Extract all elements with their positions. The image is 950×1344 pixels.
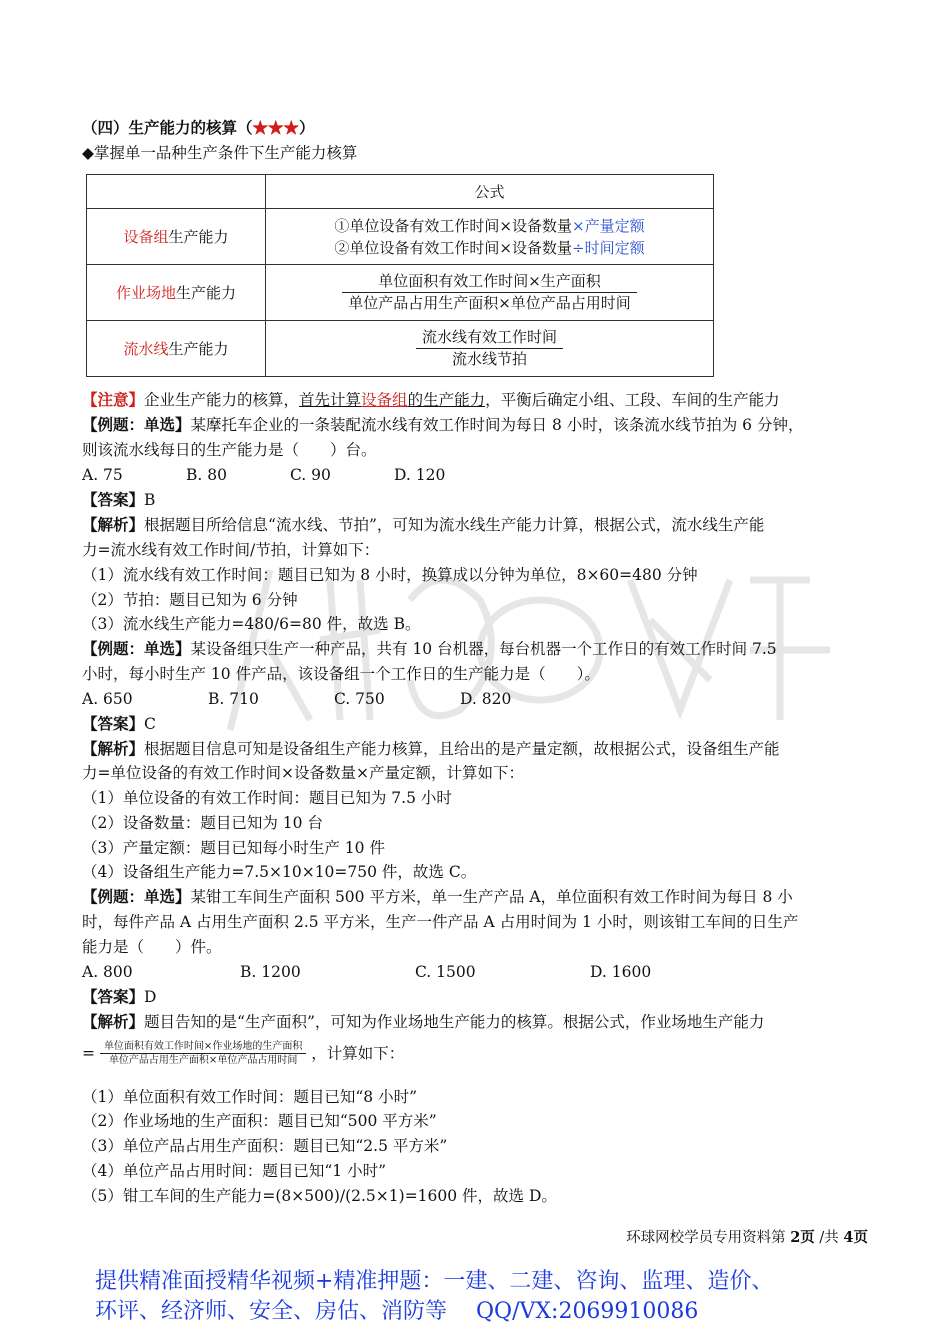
question-3-analysis: 【解析】题目告知的是“生产面积”，可知为作业场地生产能力的核算。根据公式，作业场地生产能力 [82,1012,765,1031]
question-2-line2: 小时，每小时生产 10 件产品，该设备组一个工作日的生产能力是（ ）。 [82,665,600,683]
table-row: 流水线生产能力 $\frac{\text{流水线有效工作时间}}{\text{流水线节拍}}$ [87,321,714,377]
analysis-step: （1）单位设备的有效工作时间：题目已知为 7.5 小时 [82,789,452,807]
analysis-step: （3）流水线生产能力=480/6=80 件，故选 B。 [82,615,421,633]
promo-line-2: 环评、经济师、安全、房估、消防等 QQ/VX:2069910086 [95,1299,699,1324]
analysis-step: （2）作业场地的生产面积：题目已知“500 平方米” [82,1112,437,1130]
note-line: 【注意】企业生产能力的核算，首先计算设备组的生产能力，平衡后确定小组、工段、车间的生产能力 [82,390,780,409]
fraction: $\frac{\text{流水线有效工作时间}}{\text{流水线节拍}}$ [416,328,563,369]
question-2-analysis: 【解析】根据题目信息可知是设备组生产能力核算，且给出的是产量定额，故根据公式，设备组生产能 [82,739,780,758]
analysis-step: （2）设备数量：题目已知为 10 台 [82,814,323,832]
question-1: 【例题：单选】某摩托车企业的一条装配流水线有效工作时间为每日 8 小时，该条流水线节拍为 6 分钟， [82,415,804,434]
question-2: 【例题：单选】某设备组只生产一种产品，共有 10 台机器，每台机器一个工作日的有效工作时间 7.5 [82,639,777,658]
analysis-step: （4）单位产品占用时间：题目已知“1 小时” [82,1162,386,1180]
question-3-options: A. 800 B. 1200 C. 1500 D. 1600 [82,963,652,981]
analysis-line: 力=单位设备的有效工作时间×设备数量×产量定额，计算如下： [82,764,524,782]
analysis-step: （3）单位产品占用生产面积：题目已知“2.5 平方米” [82,1137,448,1155]
analysis-step: （1）流水线有效工作时间：题目已知为 8 小时，换算成以分钟为单位，8×60=480 分钟 [82,566,698,584]
table-header-empty [87,175,266,209]
analysis-formula-line: = $\frac{\text{单位面积有效工作时间×作业场地的生产面积}}{\text{单位产品占用生产面积×单位产品占用时间}}$ ，计算如下： [82,1041,405,1066]
question-1-line2: 则该流水线每日的生产能力是（ ）台。 [82,441,377,459]
question-3-line2: 时，每件产品 A 占用生产面积 2.5 平方米，生产一件产品 A 占用时间为 1 小时，则该钳工车间的日生产 [82,913,799,931]
section-title: （四）生产能力的核算（★★★） [82,118,315,137]
question-1-answer: 【答案】B [82,490,156,509]
analysis-step: （2）节拍：题目已知为 6 分钟 [82,591,298,609]
table-header-formula: 公式 [266,175,714,209]
promo-line-1: 提供精准面授精华视频+精准押题：一建、二建、咨询、监理、造价、 [95,1269,774,1294]
analysis-step: （3）产量定额：题目已知每小时生产 10 件 [82,839,385,857]
question-2-options: A. 650 B. 710 C. 750 D. 820 [82,690,512,708]
section-bullet: ◆掌握单一品种生产条件下生产能力核算 [82,144,358,162]
table-row: 设备组生产能力 ①单位设备有效工作时间×设备数量×产量定额 ②单位设备有效工作时间×设备数量÷时间定额 [87,209,714,265]
question-2-answer: 【答案】C [82,714,156,733]
star-rating: ★★★ [252,118,300,137]
analysis-step: （1）单位面积有效工作时间：题目已知“8 小时” [82,1088,417,1106]
fraction: $\frac{\text{单位面积有效工作时间×作业场地的生产面积}}{\text{单位产品占用生产面积×单位产品占用时间}}$ [100,1040,306,1067]
page-footer: 环球网校学员专用资料第 2页 /共 4页 [626,1229,868,1246]
question-3-line3: 能力是（ ）件。 [82,938,222,956]
question-3: 【例题：单选】某钳工车间生产面积 500 平方米，单一生产产品 A，单位面积有效工作时间为每日 8 小 [82,887,793,906]
question-1-analysis: 【解析】根据题目所给信息“流水线、节拍”，可知为流水线生产能力计算，根据公式，流水线生产能 [82,515,765,534]
analysis-step: （5）钳工车间的生产能力=(8×500)/(2.5×1)=1600 件，故选 D。 [82,1187,557,1205]
question-1-options: A. 75 B. 80 C. 90 D. 120 [82,466,446,484]
formula-table [86,174,714,377]
analysis-step: （4）设备组生产能力=7.5×10×10=750 件，故选 C。 [82,863,477,881]
question-3-answer: 【答案】D [82,987,157,1006]
analysis-line: 力=流水线有效工作时间/节拍，计算如下： [82,541,380,559]
fraction: $\frac{\text{单位面积有效工作时间×生产面积}}{\text{单位产品占用生产面积×单位产品占用时间}}$ [342,272,637,313]
table-row: 作业场地生产能力 $\frac{\text{单位面积有效工作时间×生产面积}}{\text{单位产品占用生产面积×单位产品占用时间}}$ [87,265,714,321]
